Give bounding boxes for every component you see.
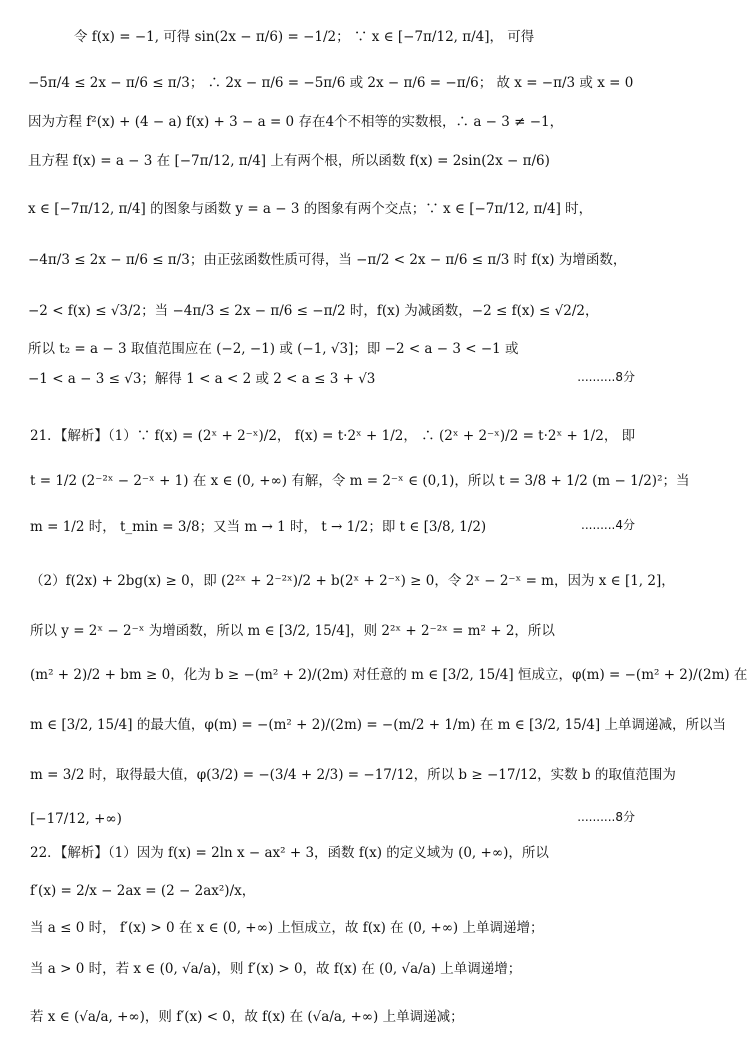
- section-21-title: 21．【解析】（1）∵ f(x) = (2ˣ + 2⁻ˣ)/2， f(x) = t·2ˣ + 1/2， ∴ (2ˣ + 2⁻ˣ)/2 = t·2ˣ + 1/2， 即: [30, 428, 636, 444]
- text-line: 当 a ≤ 0 时， f′(x) > 0 在 x ∈ (0, +∞) 上恒成立，故 f(x) 在 (0, +∞) 上单调递增；: [30, 920, 544, 936]
- text-line: t = 1/2 (2⁻²ˣ − 2⁻ˣ + 1) 在 x ∈ (0, +∞) 有解，令 m = 2⁻ˣ ∈ (0,1)，所以 t = 3/8 + 1/2 (m − 1/2)²；当: [30, 473, 690, 489]
- text-line: 所以 t₂ = a − 3 取值范围应在 (−2, −1) 或 (−1, √3]；即 −2 < a − 3 < −1 或: [28, 341, 519, 357]
- text-line: [−17/12, +∞): [30, 811, 122, 827]
- text-line: −2 < f(x) ≤ √3/2；当 −4π/3 ≤ 2x − π/6 ≤ −π/2 时，f(x) 为减函数，−2 ≤ f(x) ≤ √2/2，: [28, 303, 599, 319]
- text-line: 若 x ∈ (√a/a, +∞)，则 f′(x) < 0，故 f(x) 在 (√a/a, +∞) 上单调递减；: [30, 1009, 464, 1025]
- section-22-title: 22．【解析】（1）因为 f(x) = 2ln x − ax² + 3，函数 f(x) 的定义域为 (0, +∞)，所以: [30, 845, 549, 861]
- text-line: 令 f(x) = −1, 可得 sin(2x − π/6) = −1/2； ∵ x ∈ [−7π/12, π/4]， 可得: [74, 29, 535, 45]
- text-line: (m² + 2)/2 + bm ≥ 0，化为 b ≥ −(m² + 2)/(2m) 对任意的 m ∈ [3/2, 15/4] 恒成立，φ(m) = −(m² + 2)/(2m) 在: [30, 667, 747, 683]
- score-label: .........4分: [581, 518, 635, 532]
- text-line: 且方程 f(x) = a − 3 在 [−7π/12, π/4] 上有两个根，所以函数 f(x) = 2sin(2x − π/6): [28, 153, 550, 169]
- text-line: x ∈ [−7π/12, π/4] 的图象与函数 y = a − 3 的图象有两个交点；∵ x ∈ [−7π/12, π/4] 时，: [28, 201, 593, 217]
- text-line: 当 a > 0 时，若 x ∈ (0, √a/a)，则 f′(x) > 0，故 f(x) 在 (0, √a/a) 上单调递增；: [30, 961, 522, 977]
- text-line: f′(x) = 2/x − 2ax = (2 − 2ax²)/x，: [30, 883, 256, 899]
- text-line: −5π/4 ≤ 2x − π/6 ≤ π/3； ∴ 2x − π/6 = −5π/6 或 2x − π/6 = −π/6； 故 x = −π/3 或 x = 0: [28, 75, 634, 91]
- text-line: 所以 y = 2ˣ − 2⁻ˣ 为增函数，所以 m ∈ [3/2, 15/4]，则 2²ˣ + 2⁻²ˣ = m² + 2，所以: [30, 623, 555, 639]
- text-line: −4π/3 ≤ 2x − π/6 ≤ π/3；由正弦函数性质可得，当 −π/2 < 2x − π/6 ≤ π/3 时 f(x) 为增函数，: [28, 252, 627, 268]
- text-line: −1 < a − 3 ≤ √3；解得 1 < a < 2 或 2 < a ≤ 3 + √3: [28, 371, 376, 387]
- text-line: m = 3/2 时，取得最大值，φ(3/2) = −(3/4 + 2/3) = −17/12，所以 b ≥ −17/12，实数 b 的取值范围为: [30, 767, 676, 783]
- text-line: m = 1/2 时， t_min = 3/8；又当 m → 1 时， t → 1/2；即 t ∈ [3/8, 1/2): [30, 519, 487, 535]
- text-line: m ∈ [3/2, 15/4] 的最大值，φ(m) = −(m² + 2)/(2m) = −(m/2 + 1/m) 在 m ∈ [3/2, 15/4] 上单调递减，所以当: [30, 717, 726, 733]
- text-line: （2）f(2x) + 2bg(x) ≥ 0，即 (2²ˣ + 2⁻²ˣ)/2 + b(2ˣ + 2⁻ˣ) ≥ 0，令 2ˣ − 2⁻ˣ = m，因为 x ∈ [1, 2]，: [30, 573, 675, 589]
- score-label: ..........8分: [577, 370, 635, 384]
- text-line: 因为方程 f²(x) + (4 − a) f(x) + 3 − a = 0 存在4个不相等的实数根，∴ a − 3 ≠ −1，: [28, 114, 564, 130]
- score-label: ..........8分: [577, 810, 635, 824]
